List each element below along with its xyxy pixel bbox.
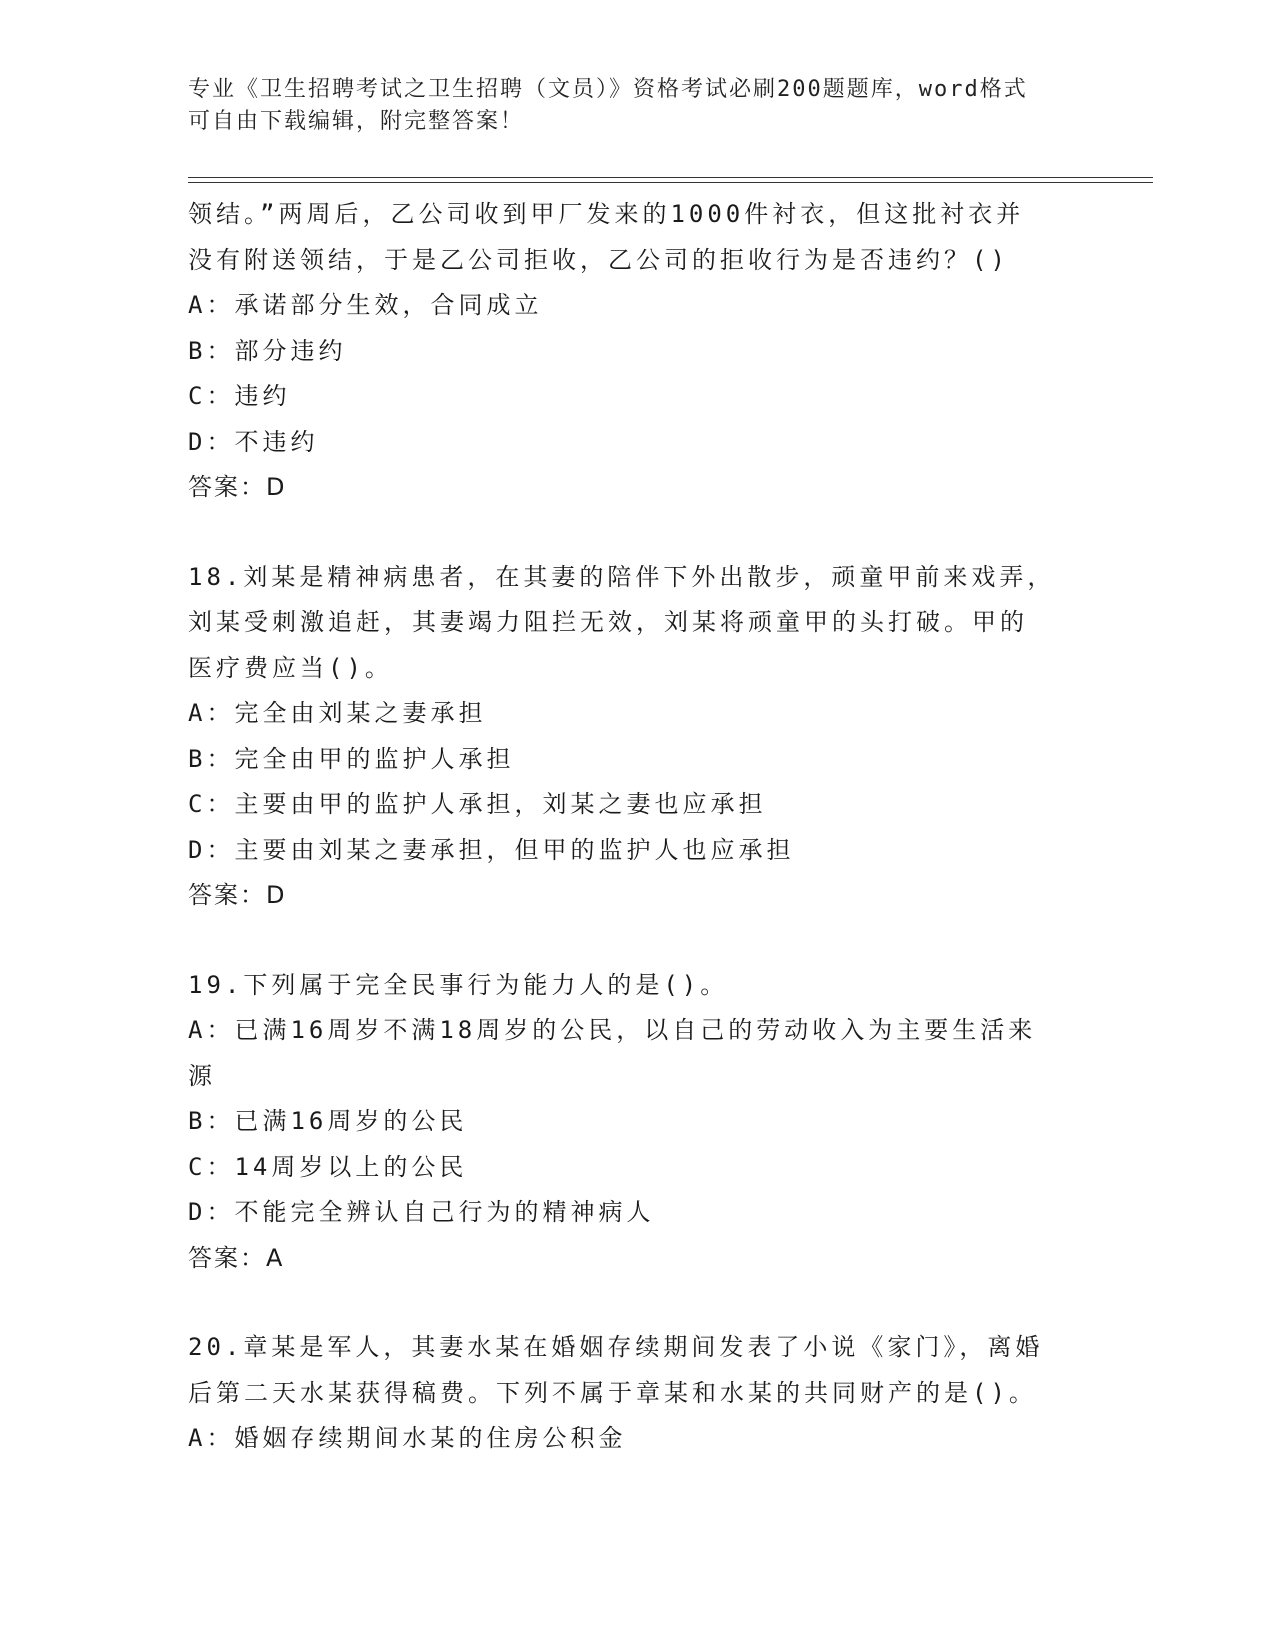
option-a: A：已满16周岁不满18周岁的公民，以自己的劳动收入为主要生活来 [188, 1016, 1037, 1044]
question-spacer [188, 511, 1118, 555]
question-stem-line: 19.下列属于完全民事行为能力人的是()。 [188, 970, 729, 999]
question-stem-line: 18.刘某是精神病患者，在其妻的陪伴下外出散步，顽童甲前来戏弄， [188, 562, 1056, 591]
option-c: C：违约 [188, 382, 291, 410]
question-spacer [188, 919, 1118, 963]
question-17-continued [188, 192, 1118, 511]
option-a: A：婚姻存续期间水某的住房公积金 [188, 1424, 627, 1452]
header-divider-bottom [188, 182, 1153, 183]
option-b: B：部分违约 [188, 336, 347, 365]
answer-line: 答案：A [188, 1243, 285, 1272]
question-stem-line: 后第二天水某获得稿费。下列不属于章某和水某的共同财产的是()。 [188, 1378, 1037, 1407]
question-stem-line: 刘某受刺激追赶，其妻竭力阻拦无效，刘某将顽童甲的头打破。甲的 [188, 608, 1028, 636]
option-a-continued: 源 [188, 1061, 216, 1090]
question-19 [188, 963, 1118, 1282]
question-stem-line: 领结。”两周后，乙公司收到甲厂发来的1000件衬衣，但这批衬衣并 [188, 200, 1025, 228]
header-line-2: 可自由下载编辑，附完整答案！ [188, 109, 525, 134]
question-content [188, 192, 1118, 1462]
option-a: A：承诺部分生效，合同成立 [188, 291, 543, 319]
option-a: A：完全由刘某之妻承担 [188, 699, 487, 727]
document-header [188, 74, 1088, 138]
question-stem-line: 医疗费应当()。 [188, 653, 393, 682]
header-divider-top [188, 177, 1153, 178]
option-d: D：不能完全辨认自己行为的精神病人 [188, 1198, 655, 1226]
question-stem-line: 没有附送领结，于是乙公司拒收，乙公司的拒收行为是否违约？() [188, 245, 1009, 274]
answer-line: 答案：D [188, 881, 287, 909]
header-line-1: 专业《卫生招聘考试之卫生招聘（文员）》资格考试必刷200题题库，word格式 [188, 77, 1028, 102]
option-d: D：不违约 [188, 427, 319, 456]
answer-line: 答案：D [188, 473, 287, 501]
question-spacer [188, 1281, 1118, 1325]
option-b: B：已满16周岁的公民 [188, 1107, 468, 1135]
question-stem-line: 20.章某是军人，其妻水某在婚姻存续期间发表了小说《家门》，离婚 [188, 1333, 1044, 1361]
option-d: D：主要由刘某之妻承担，但甲的监护人也应承担 [188, 835, 795, 864]
question-18 [188, 555, 1118, 919]
question-20 [188, 1325, 1118, 1462]
option-c: C：主要由甲的监护人承担，刘某之妻也应承担 [188, 790, 767, 818]
option-b: B：完全由甲的监护人承担 [188, 744, 515, 773]
option-c: C：14周岁以上的公民 [188, 1152, 468, 1181]
